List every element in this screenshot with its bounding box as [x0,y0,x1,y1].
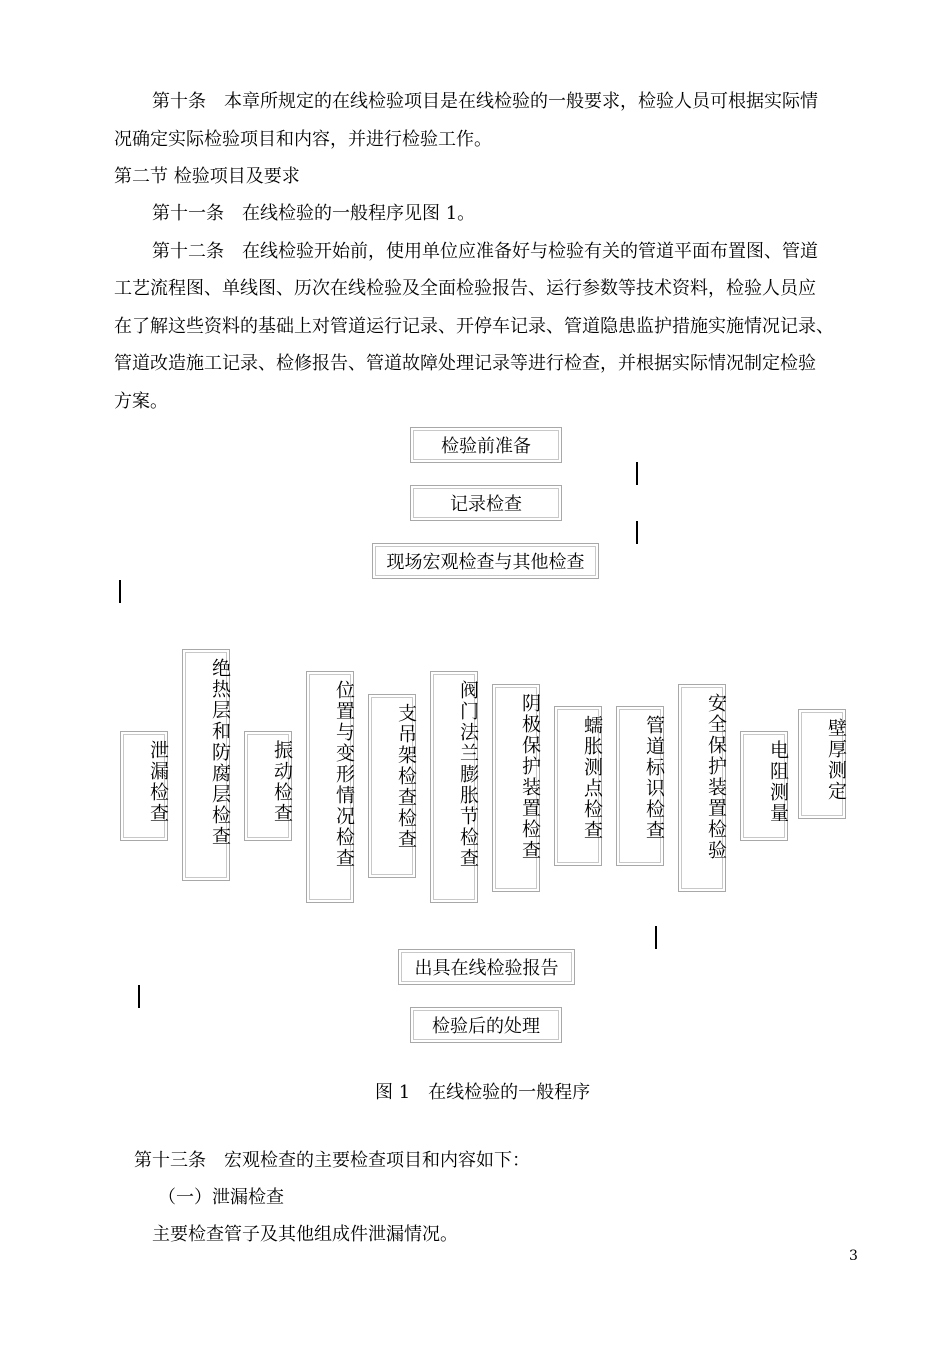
flow-item-resistance-measurement: 电阻测量 [740,731,788,841]
flow-step-issue-report: 出具在线检验报告 [398,949,575,985]
flow-item-position-deformation-check: 位置与变形情况检查 [306,671,354,903]
subheading-leak-check: （一）泄漏检查 [158,1187,284,1208]
flow-item-insulation-check: 绝热层和防腐层检查 [182,649,230,881]
flow-connector [119,580,121,603]
flow-connector [636,521,638,544]
flow-connector [138,985,140,1008]
flow-item-pipe-marking-check: 管道标识检查 [616,706,664,866]
page-number: 3 [849,1248,858,1264]
flow-item-valve-flange-check: 阀门法兰膨胀节检查 [430,671,478,903]
paragraph-12-line-3: 在了解这些资料的基础上对管道运行记录、开停车记录、管道隐患监护措施实施情况记录、 [114,316,834,337]
flow-step-onsite-inspection: 现场宏观检查与其他检查 [372,543,599,579]
paragraph-12-line-2: 工艺流程图、单线图、历次在线检验及全面检验报告、运行参数等技术资料，检验人员应 [114,278,816,299]
paragraph-12-line-4: 管道改造施工记录、检修报告、管道故障处理记录等进行检查，并根据实际情况制定检验 [114,353,816,374]
figure-caption: 图 1 在线检验的一般程序 [375,1082,591,1103]
flow-step-post-processing: 检验后的处理 [410,1007,562,1043]
paragraph-10-line-2: 况确定实际检验项目和内容，并进行检验工作。 [114,129,492,150]
paragraph-leak-check-body: 主要检查管子及其他组成件泄漏情况。 [152,1224,458,1245]
flow-item-wall-thickness: 壁厚测定 [798,709,846,819]
paragraph-12-line-1: 第十二条 在线检验开始前，使用单位应准备好与检验有关的管道平面布置图、管道 [152,241,818,262]
flow-item-leak-check: 泄漏检查 [120,731,168,841]
flow-item-vibration-check: 振动检查 [244,731,292,841]
paragraph-12-line-5: 方案。 [114,391,168,412]
flow-connector [655,926,657,949]
flow-connector [636,462,638,485]
flow-step-prepare: 检验前准备 [410,427,562,463]
flow-item-safety-device-check: 安全保护装置检验 [678,684,726,892]
paragraph-11: 第十一条 在线检验的一般程序见图 1。 [152,203,476,224]
paragraph-13: 第十三条 宏观检查的主要检查项目和内容如下： [134,1150,530,1171]
flow-item-support-hanger-check: 支吊架检查检查 [368,694,416,878]
flow-step-record-check: 记录检查 [410,485,562,521]
flow-item-cathodic-protection-check: 阴极保护装置检查 [492,684,540,892]
paragraph-10-line-1: 第十条 本章所规定的在线检验项目是在线检验的一般要求，检验人员可根据实际情 [152,91,818,112]
flow-item-creep-point-check: 蠕胀测点检查 [554,706,602,866]
section-heading: 第二节 检验项目及要求 [114,166,300,187]
